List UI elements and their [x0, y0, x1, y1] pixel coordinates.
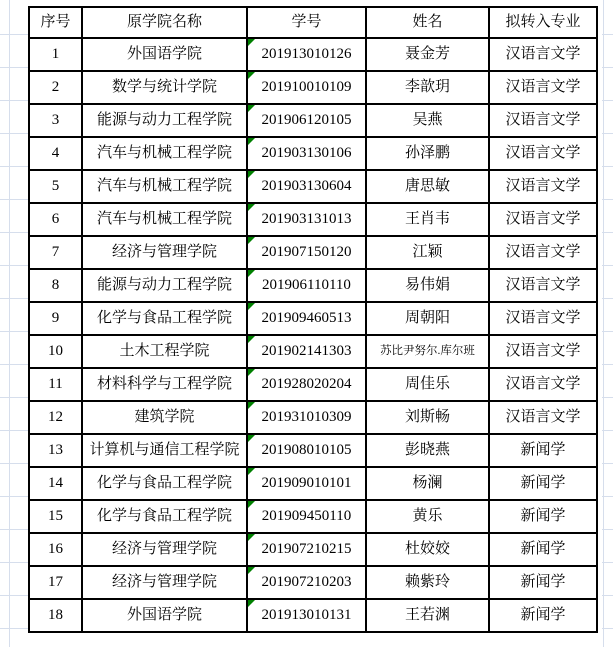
no-text: 17 — [48, 574, 63, 590]
cell-college[interactable] — [82, 401, 247, 434]
cell-college[interactable] — [82, 467, 247, 500]
cell-major[interactable] — [489, 137, 597, 170]
table-row — [29, 467, 597, 500]
cell-student-id[interactable] — [247, 434, 366, 467]
major-text: 汉语言文学 — [505, 46, 581, 62]
table-row — [29, 368, 597, 401]
cell-major[interactable] — [489, 236, 597, 269]
cell-student-id[interactable] — [247, 203, 366, 236]
student-id-text: 201931010309 — [261, 409, 352, 425]
major-text: 新闻学 — [520, 508, 566, 524]
number-stored-as-text-triangle-icon — [248, 270, 255, 277]
number-stored-as-text-triangle-icon — [248, 468, 255, 475]
cell-student-id[interactable] — [247, 71, 366, 104]
cell-no[interactable] — [29, 434, 82, 467]
sheet-gridlines-left-margin — [0, 2, 29, 647]
major-text: 新闻学 — [520, 574, 566, 590]
college-text: 经济与管理学院 — [111, 574, 217, 590]
cell-major[interactable] — [489, 203, 597, 236]
cell-no[interactable] — [29, 566, 82, 599]
table-row — [29, 566, 597, 599]
cell-major[interactable] — [489, 401, 597, 434]
no-text: 1 — [51, 46, 60, 62]
major-text: 汉语言文学 — [505, 343, 581, 359]
no-text: 2 — [51, 79, 60, 95]
cell-major[interactable] — [489, 434, 597, 467]
table-row — [29, 599, 597, 632]
table-row — [29, 401, 597, 434]
cell-no[interactable] — [29, 71, 82, 104]
cell-name[interactable] — [366, 170, 489, 203]
header-cell-name[interactable]: 姓名 — [366, 7, 489, 38]
cell-name[interactable] — [366, 434, 489, 467]
cell-name[interactable] — [366, 137, 489, 170]
major-text: 新闻学 — [520, 475, 566, 491]
major-text: 新闻学 — [520, 607, 566, 623]
no-text: 4 — [51, 145, 60, 161]
cell-major[interactable] — [489, 368, 597, 401]
cell-college[interactable] — [82, 170, 247, 203]
college-text: 化学与食品工程学院 — [96, 508, 232, 524]
college-text: 建筑学院 — [134, 409, 195, 425]
major-text: 汉语言文学 — [505, 376, 581, 392]
major-text: 汉语言文学 — [505, 145, 581, 161]
cell-major[interactable] — [489, 38, 597, 71]
number-stored-as-text-triangle-icon — [248, 369, 255, 376]
name-text: 王若渊 — [404, 607, 450, 623]
name-text: 彭晓燕 — [404, 442, 450, 458]
name-text: 刘斯畅 — [404, 409, 450, 425]
cell-college[interactable] — [82, 500, 247, 533]
cell-major[interactable] — [489, 170, 597, 203]
cell-student-id[interactable] — [247, 170, 366, 203]
college-text: 汽车与机械工程学院 — [96, 178, 232, 194]
major-text: 汉语言文学 — [505, 277, 581, 293]
cell-student-id[interactable] — [247, 368, 366, 401]
college-text: 能源与动力工程学院 — [96, 112, 232, 128]
cell-no[interactable] — [29, 269, 82, 302]
cell-major[interactable] — [489, 335, 597, 368]
college-text: 经济与管理学院 — [111, 244, 217, 260]
name-text: 赖紫玲 — [404, 574, 450, 590]
cell-no[interactable] — [29, 236, 82, 269]
college-text: 经济与管理学院 — [111, 541, 217, 557]
header-row — [29, 7, 597, 38]
college-text: 土木工程学院 — [119, 343, 210, 359]
student-id-text: 201909010101 — [261, 475, 352, 491]
number-stored-as-text-triangle-icon — [248, 402, 255, 409]
table-row — [29, 302, 597, 335]
cell-college[interactable] — [82, 368, 247, 401]
major-text: 汉语言文学 — [505, 244, 581, 260]
cell-name[interactable] — [366, 368, 489, 401]
major-text: 汉语言文学 — [505, 211, 581, 227]
cell-college[interactable] — [82, 236, 247, 269]
cell-student-id[interactable] — [247, 302, 366, 335]
no-text: 18 — [48, 607, 63, 623]
table-row — [29, 104, 597, 137]
no-text: 10 — [48, 343, 63, 359]
table-row — [29, 269, 597, 302]
cell-name[interactable] — [366, 71, 489, 104]
header-cell-major[interactable]: 拟转入专业 — [489, 7, 597, 38]
student-id-text: 201908010105 — [261, 442, 352, 458]
cell-major[interactable] — [489, 599, 597, 632]
cell-no[interactable] — [29, 170, 82, 203]
college-text: 化学与食品工程学院 — [96, 475, 232, 491]
name-text: 苏比尹努尔.库尔班 — [380, 344, 475, 357]
table-row — [29, 137, 597, 170]
name-text: 黄乐 — [412, 508, 443, 524]
table-row — [29, 533, 597, 566]
student-id-text: 201906110110 — [262, 277, 351, 293]
cell-student-id[interactable] — [247, 236, 366, 269]
cell-name[interactable] — [366, 335, 489, 368]
number-stored-as-text-triangle-icon — [248, 567, 255, 574]
cell-student-id[interactable] — [247, 599, 366, 632]
cell-no[interactable] — [29, 137, 82, 170]
major-text: 新闻学 — [520, 541, 566, 557]
number-stored-as-text-triangle-icon — [248, 171, 255, 178]
cell-name[interactable] — [366, 533, 489, 566]
header-cell-student-id[interactable]: 学号 — [247, 7, 366, 38]
student-id-text: 201903130106 — [261, 145, 352, 161]
student-id-text: 201913010126 — [261, 46, 352, 62]
major-text: 汉语言文学 — [505, 112, 581, 128]
student-id-text: 201928020204 — [261, 376, 352, 392]
number-stored-as-text-triangle-icon — [248, 204, 255, 211]
cell-major[interactable] — [489, 302, 597, 335]
cell-college[interactable] — [82, 434, 247, 467]
cell-college[interactable] — [82, 71, 247, 104]
college-text: 计算机与通信工程学院 — [89, 442, 240, 458]
no-text: 12 — [48, 409, 63, 425]
cell-major[interactable] — [489, 533, 597, 566]
cell-name[interactable] — [366, 566, 489, 599]
cell-college[interactable] — [82, 137, 247, 170]
student-id-text: 201907210203 — [261, 574, 352, 590]
name-text: 易伟娟 — [404, 277, 450, 293]
major-text: 汉语言文学 — [505, 409, 581, 425]
number-stored-as-text-triangle-icon — [248, 600, 255, 607]
cell-major[interactable] — [489, 104, 597, 137]
major-text: 新闻学 — [520, 442, 566, 458]
sheet-gridline-vertical-right — [603, 0, 604, 647]
college-text: 材料科学与工程学院 — [96, 376, 232, 392]
cell-no[interactable] — [29, 335, 82, 368]
no-text: 15 — [48, 508, 63, 524]
major-text: 汉语言文学 — [505, 178, 581, 194]
cell-college[interactable] — [82, 269, 247, 302]
cell-name[interactable] — [366, 401, 489, 434]
cell-student-id[interactable] — [247, 500, 366, 533]
cell-no[interactable] — [29, 533, 82, 566]
college-text: 外国语学院 — [126, 607, 202, 623]
header-cell-college[interactable]: 原学院名称 — [82, 7, 247, 38]
cell-college[interactable] — [82, 203, 247, 236]
name-text: 杜姣姣 — [404, 541, 450, 557]
number-stored-as-text-triangle-icon — [248, 72, 255, 79]
table-row — [29, 335, 597, 368]
cell-student-id[interactable] — [247, 38, 366, 71]
student-id-text: 201902141303 — [261, 343, 352, 359]
cell-no[interactable] — [29, 38, 82, 71]
no-text: 7 — [51, 244, 60, 260]
no-text: 9 — [51, 310, 60, 326]
no-text: 6 — [51, 211, 60, 227]
no-text: 16 — [48, 541, 63, 557]
student-id-text: 201909450110 — [261, 508, 352, 524]
cell-college[interactable] — [82, 302, 247, 335]
no-text: 8 — [51, 277, 60, 293]
no-text: 3 — [51, 112, 60, 128]
table-row — [29, 236, 597, 269]
no-text: 13 — [48, 442, 63, 458]
name-text: 江颖 — [412, 244, 443, 260]
cell-major[interactable] — [489, 71, 597, 104]
student-id-text: 201907210215 — [261, 541, 352, 557]
cell-student-id[interactable] — [247, 137, 366, 170]
cell-no[interactable] — [29, 302, 82, 335]
name-text: 王肖韦 — [404, 211, 450, 227]
cell-no[interactable] — [29, 401, 82, 434]
sheet-gridlines-right-margin — [602, 2, 613, 647]
number-stored-as-text-triangle-icon — [248, 39, 255, 46]
table-row — [29, 170, 597, 203]
major-text: 汉语言文学 — [505, 79, 581, 95]
name-text: 唐思敏 — [404, 178, 450, 194]
college-text: 外国语学院 — [126, 46, 202, 62]
name-text: 聂金芳 — [404, 46, 450, 62]
cell-student-id[interactable] — [247, 335, 366, 368]
name-text: 孙泽鹏 — [404, 145, 450, 161]
table-row — [29, 203, 597, 236]
cell-college[interactable] — [82, 599, 247, 632]
cell-major[interactable] — [489, 500, 597, 533]
student-id-text: 201906120105 — [261, 112, 352, 128]
student-id-text: 201910010109 — [261, 79, 352, 95]
cell-student-id[interactable] — [247, 104, 366, 137]
student-id-text: 201903130604 — [261, 178, 352, 194]
cell-name[interactable] — [366, 467, 489, 500]
cell-major[interactable] — [489, 467, 597, 500]
college-text: 汽车与机械工程学院 — [96, 211, 232, 227]
table-row — [29, 71, 597, 104]
cell-student-id[interactable] — [247, 566, 366, 599]
cell-no[interactable] — [29, 104, 82, 137]
name-text: 杨澜 — [412, 475, 443, 491]
major-text: 汉语言文学 — [505, 310, 581, 326]
number-stored-as-text-triangle-icon — [248, 534, 255, 541]
name-text: 周朝阳 — [404, 310, 450, 326]
number-stored-as-text-triangle-icon — [248, 435, 255, 442]
cell-student-id[interactable] — [247, 269, 366, 302]
name-text: 吴燕 — [412, 112, 443, 128]
student-id-text: 201903131013 — [261, 211, 352, 227]
number-stored-as-text-triangle-icon — [248, 336, 255, 343]
table-row — [29, 500, 597, 533]
cell-student-id[interactable] — [247, 467, 366, 500]
cell-college[interactable] — [82, 104, 247, 137]
student-id-text: 201913010131 — [261, 607, 352, 623]
college-text: 能源与动力工程学院 — [96, 277, 232, 293]
sheet-gridline-vertical-left — [9, 0, 10, 647]
cell-college[interactable] — [82, 566, 247, 599]
cell-major[interactable] — [489, 566, 597, 599]
cell-no[interactable] — [29, 467, 82, 500]
name-text: 周佳乐 — [404, 376, 450, 392]
cell-student-id[interactable] — [247, 533, 366, 566]
college-text: 数学与统计学院 — [111, 79, 217, 95]
cell-no[interactable] — [29, 368, 82, 401]
cell-name[interactable] — [366, 269, 489, 302]
cell-name[interactable] — [366, 599, 489, 632]
number-stored-as-text-triangle-icon — [248, 501, 255, 508]
header-cell-index[interactable]: 序号 — [29, 7, 82, 38]
cell-name[interactable] — [366, 38, 489, 71]
number-stored-as-text-triangle-icon — [248, 303, 255, 310]
cell-college[interactable] — [82, 533, 247, 566]
student-id-text: 201909460513 — [261, 310, 352, 326]
student-id-text: 201907150120 — [261, 244, 352, 260]
table-row — [29, 434, 597, 467]
cell-no[interactable] — [29, 500, 82, 533]
cell-no[interactable] — [29, 599, 82, 632]
number-stored-as-text-triangle-icon — [248, 138, 255, 145]
no-text: 5 — [51, 178, 60, 194]
cell-major[interactable] — [489, 269, 597, 302]
cell-name[interactable] — [366, 104, 489, 137]
cell-name[interactable] — [366, 302, 489, 335]
no-text: 11 — [48, 376, 63, 392]
cell-name[interactable] — [366, 236, 489, 269]
cell-college[interactable] — [82, 38, 247, 71]
number-stored-as-text-triangle-icon — [248, 105, 255, 112]
cell-college[interactable] — [82, 335, 247, 368]
college-text: 化学与食品工程学院 — [96, 310, 232, 326]
cell-name[interactable] — [366, 203, 489, 236]
college-text: 汽车与机械工程学院 — [96, 145, 232, 161]
name-text: 李歆玥 — [404, 79, 450, 95]
student-transfer-table — [28, 6, 598, 633]
no-text: 14 — [48, 475, 63, 491]
cell-name[interactable] — [366, 500, 489, 533]
number-stored-as-text-triangle-icon — [248, 237, 255, 244]
cell-student-id[interactable] — [247, 401, 366, 434]
cell-no[interactable] — [29, 203, 82, 236]
table-row — [29, 38, 597, 71]
